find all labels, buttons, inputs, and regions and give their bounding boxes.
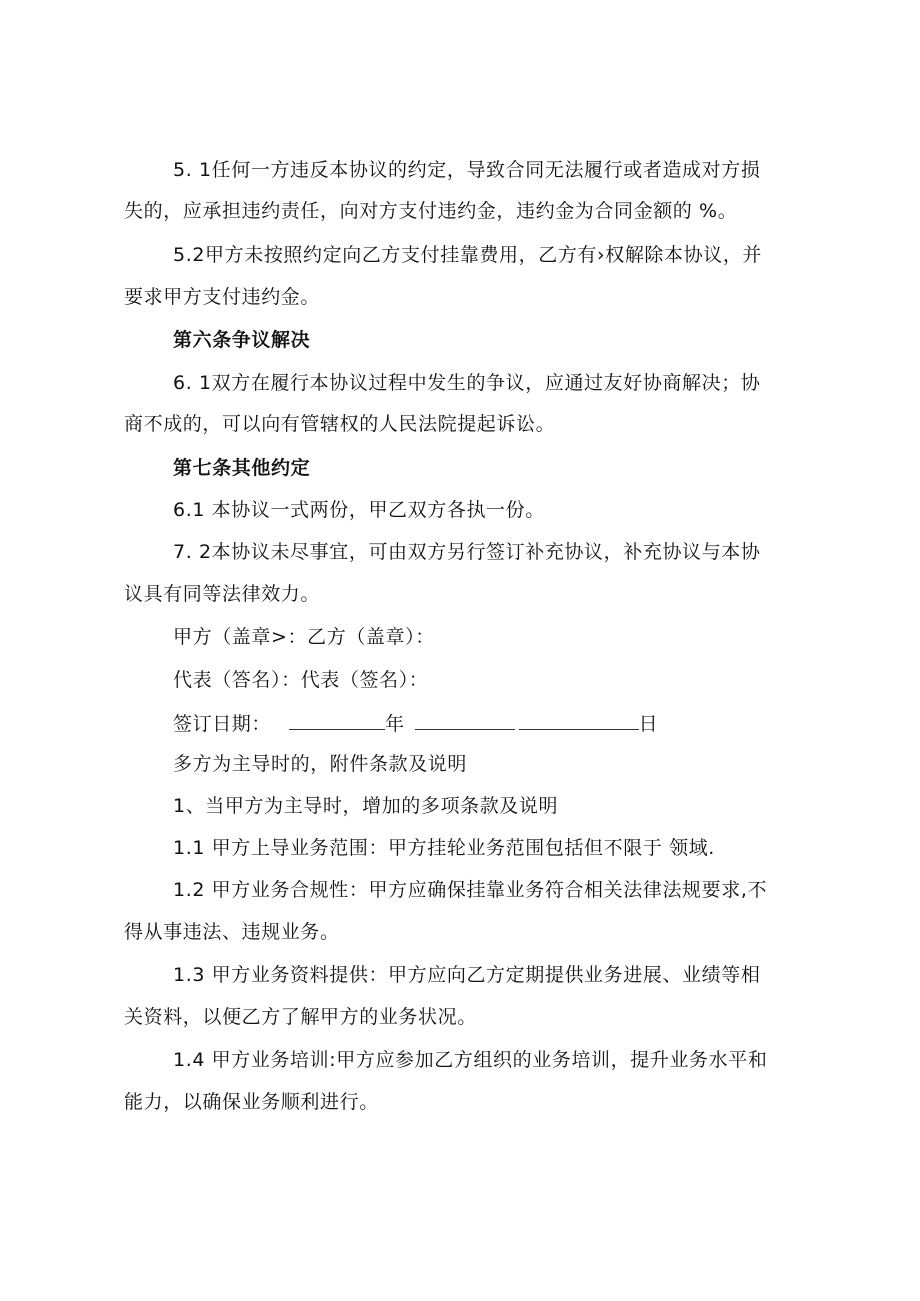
clause-5-2-line-1: 5.2甲方未按照约定向乙方支付挂靠费用，乙方有›权解除本协议，并 — [173, 244, 763, 266]
signing-date-line — [173, 709, 658, 737]
representative-signature-line: 代表（答名）：代表（签名）： — [173, 669, 429, 691]
clause-5-1-line-2: 失的，应承担违约责任，向对方支付违约金，违约金为合同金额的 %。 — [124, 200, 738, 222]
appendix-1-4-line-2: 能力，以确保业务顺利进行。 — [124, 1091, 379, 1113]
year-blank — [289, 709, 385, 730]
article-7-heading: 第七条其他约定 — [173, 457, 311, 479]
clause-6-1-line-2: 商不成的，可以向有管辖权的人民法院提起诉讼。 — [124, 413, 556, 435]
month-blank — [415, 709, 515, 730]
appendix-1-2-line-1: 1.2 甲方业务合规性：甲方应确保挂靠业务符合相关法律法规要求,不 — [173, 879, 768, 901]
appendix-1-1: 1.1 甲方上导业务范围：甲方挂轮业务范围包括但不限于 领域. — [173, 837, 715, 859]
clause-7-2-line-1: 7. 2本协议未尽事宜，可由双方另行签订补充协议，补充协议与本协 — [173, 541, 761, 563]
day-blank — [519, 709, 639, 730]
appendix-1-4-line-1: 1.4 甲方业务培训:甲方应参加乙方组织的业务培训，提升业务水平和 — [173, 1049, 768, 1071]
clause-5-1-line-1: 5. 1任何一方违反本协议的约定，导致合同无法履行或者造成对方损 — [173, 159, 761, 181]
party-seal-line: 甲方（盖章>：乙方（盖章）： — [173, 626, 435, 648]
clause-7-2-line-2: 议具有同等法律效力。 — [124, 583, 321, 605]
day-label: 日 — [638, 713, 659, 735]
appendix-1-2-line-2: 得从事违法、违规业务。 — [124, 921, 340, 943]
year-label: 年 — [385, 713, 405, 735]
clause-5-2-line-2: 要求甲方支付违约金。 — [124, 286, 321, 308]
appendix-section-1: 1、当甲方为主导时，增加的多项条款及说明 — [173, 795, 559, 817]
appendix-intro: 多方为主导时的，附件条款及说明 — [173, 753, 468, 775]
signing-date-label: 签订日期： — [173, 713, 272, 735]
appendix-1-3-line-2: 关资料，以便乙方了解甲方的业务状况。 — [124, 1006, 477, 1028]
clause-7-1: 6.1 本协议一式两份，甲乙双方各执一份。 — [173, 499, 545, 521]
article-6-heading: 第六条争议解决 — [173, 329, 311, 351]
appendix-1-3-line-1: 1.3 甲方业务资料提供：甲方应向乙方定期提供业务进展、业绩等相 — [173, 964, 761, 986]
clause-6-1-line-1: 6. 1双方在履行本协议过程中发生的争议，应通过友好协商解决；协 — [173, 372, 761, 394]
